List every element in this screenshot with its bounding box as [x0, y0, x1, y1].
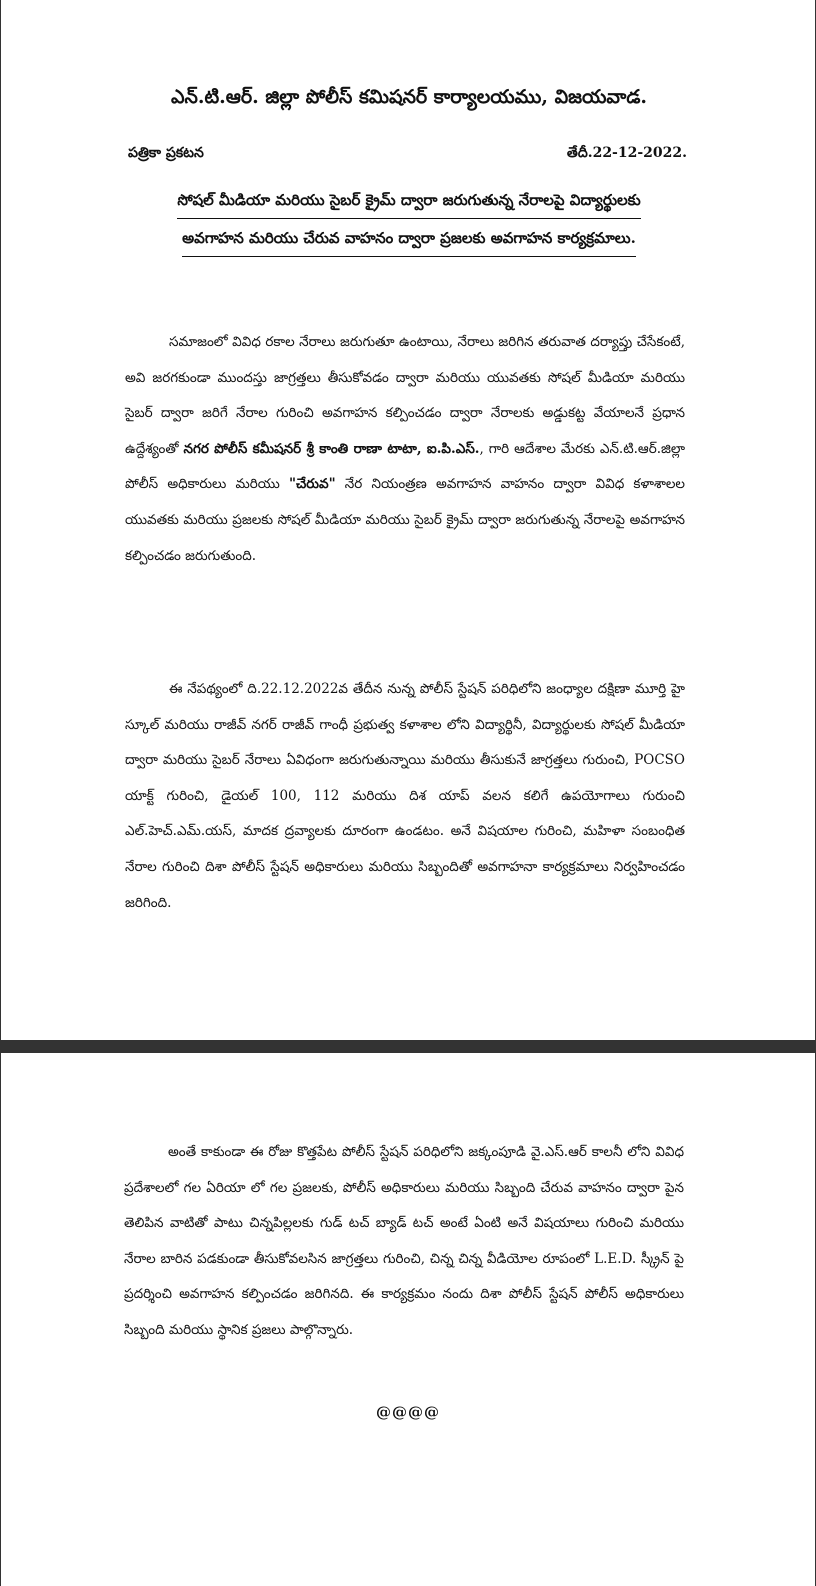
cheruva-label: "చేరువ": [289, 476, 336, 493]
commissioner-name: నగర పోలీస్ కమీషనర్ శ్రీ కాంతి రాణా టాటా, ఐ.పి.ఎస్.: [183, 440, 480, 457]
paragraph-2-text: ఈ నేపథ్యంలో ది.22.12.2022వ తేదీన నున్న పోలీస్ స్టేషన్ పరిధిలోని జంధ్యాల దక్షిణా మూర్తి హై స్కూల్ మరియు రాజీవ్ నగర్ రాజీవ్ గాంధీ ప్రభుత్వ కళాశాల లోని విద్యార్థినీ, విద్యార్థులకు సోషల్ మీడియా ద్వారా మరియు సైబర్ నేరాలు ఏవిధంగా జరుగుతున్నాయి మరియు తీసుకునే జాగ్రత్తలు గురుంచి, POCSO యాక్ట్ గురించి, డైయల్ 100, 112 మరియు దిశ యాప్ వలన కలిగే ఉపయోగాలు గురుంచి ఎల్.హెచ్.ఎమ్.యస్, మాదక ద్రవ్యాలకు దూరంగా ఉండటం. అనే విషయాల గురించి, మహిళా సంబంధిత నేరాల గురించి దిశా పోలీస్ స్టేషన్ అధికారులు మరియు సిబ్బందితో అవగాహనా కార్యక్రమాలు నిర్వహించడం జరిగింది.: [125, 681, 685, 911]
press-release-label: పత్రికా ప్రకటన: [128, 145, 204, 161]
office-title: ఎన్.టి.ఆర్. జిల్లా పోలీస్ కమిషనర్ కార్యాలయము, విజయవాడ.: [170, 86, 648, 108]
headline: [1, 190, 816, 266]
paragraph-1-text-c: నేర నియంత్రణ అవగాహన వాహనం ద్వారా వివిధ కళాశాలల యువతకు మరియు ప్రజలకు సోషల్ మీడియా మరియు సైబర్ క్రైమ్ ద్వారా జరుగుతున్న నేరాలపై అవగాహన కల్పించడం జరుగుతుంది.: [125, 476, 685, 564]
release-date: తేదీ.22-12-2022.: [566, 145, 687, 161]
headline-line-1: సోషల్ మీడియా మరియు సైబర్ క్రైమ్ ద్వారా జరుగుతున్న నేరాలపై విద్యార్థులకు: [177, 191, 640, 219]
page-separator: [0, 1040, 816, 1053]
paragraph-1-text-a: సమాజంలో వివిధ రకాల నేరాలు జరుగుతూ ఉంటాయి, నేరాలు జరిగిన తరువాత దర్యాప్తు చేసేకంటే, అవి జరగకుండా ముందస్తు జాగ్రత్తలు తీసుకోవడం ద్వారా మరియు యువతకు సోషల్ మీడియా మరియు సైబర్ ద్వారా జరిగే నేరాల గురించి అవగాహన కల్పించడం ద్వారా నేరాలకు అడ్డుకట్ట వేయాలనే ప్రధాన ఉద్దేశ్యంతో: [125, 334, 685, 457]
paragraph-1-text-b: , గారి ఆదేశాల మేరకు ఎన్.టి.ఆర్.జిల్లా పోలీస్ అధికారులు మరియు: [125, 440, 685, 493]
paragraph-3: [124, 1135, 684, 1349]
paragraph-1: [125, 325, 685, 574]
headline-line-2: అవగాహన మరియు చేరువ వాహనం ద్వారా ప్రజలకు అవగాహన కార్యక్రమాలు.: [182, 229, 636, 257]
paragraph-3-text: అంతే కాకుండా ఈ రోజు కొత్తపేట పోలీస్ స్టేషన్ పరిధిలోని జక్కంపూడి వై.ఎస్.ఆర్ కాలనీ లోని వివిధ ప్రదేశాలలో గల ఏరియా లో గల ప్రజలకు, పోలీస్ అధికారులు మరియు సిబ్బంది చేరువ వాహనం ద్వారా పైన తెలిపిన వాటితో పాటు చిన్నపిల్లలకు గుడ్ టచ్ బ్యాడ్ టచ్ అంటే ఏంటి అనే విషయాలు గురించి మరియు నేరాల బారిన పడకుండా తీసుకోవలసిన జాగ్రత్తలు గురించి, చిన్న చిన్న వీడియోల రూపంలో L.E.D. స్క్రీన్ పై ప్రదర్శించి అవగాహన కల్పించడం జరిగినది. ఈ కార్యక్రమం నందు దిశా పోలీస్ స్టేషన్ పోలీస్ అధికారులు సిబ్బంది మరియు స్థానిక ప్రజలు పాల్గొన్నారు.: [124, 1144, 684, 1338]
paragraph-2: [125, 672, 685, 921]
closing-mark: @@@@: [376, 1403, 440, 1421]
